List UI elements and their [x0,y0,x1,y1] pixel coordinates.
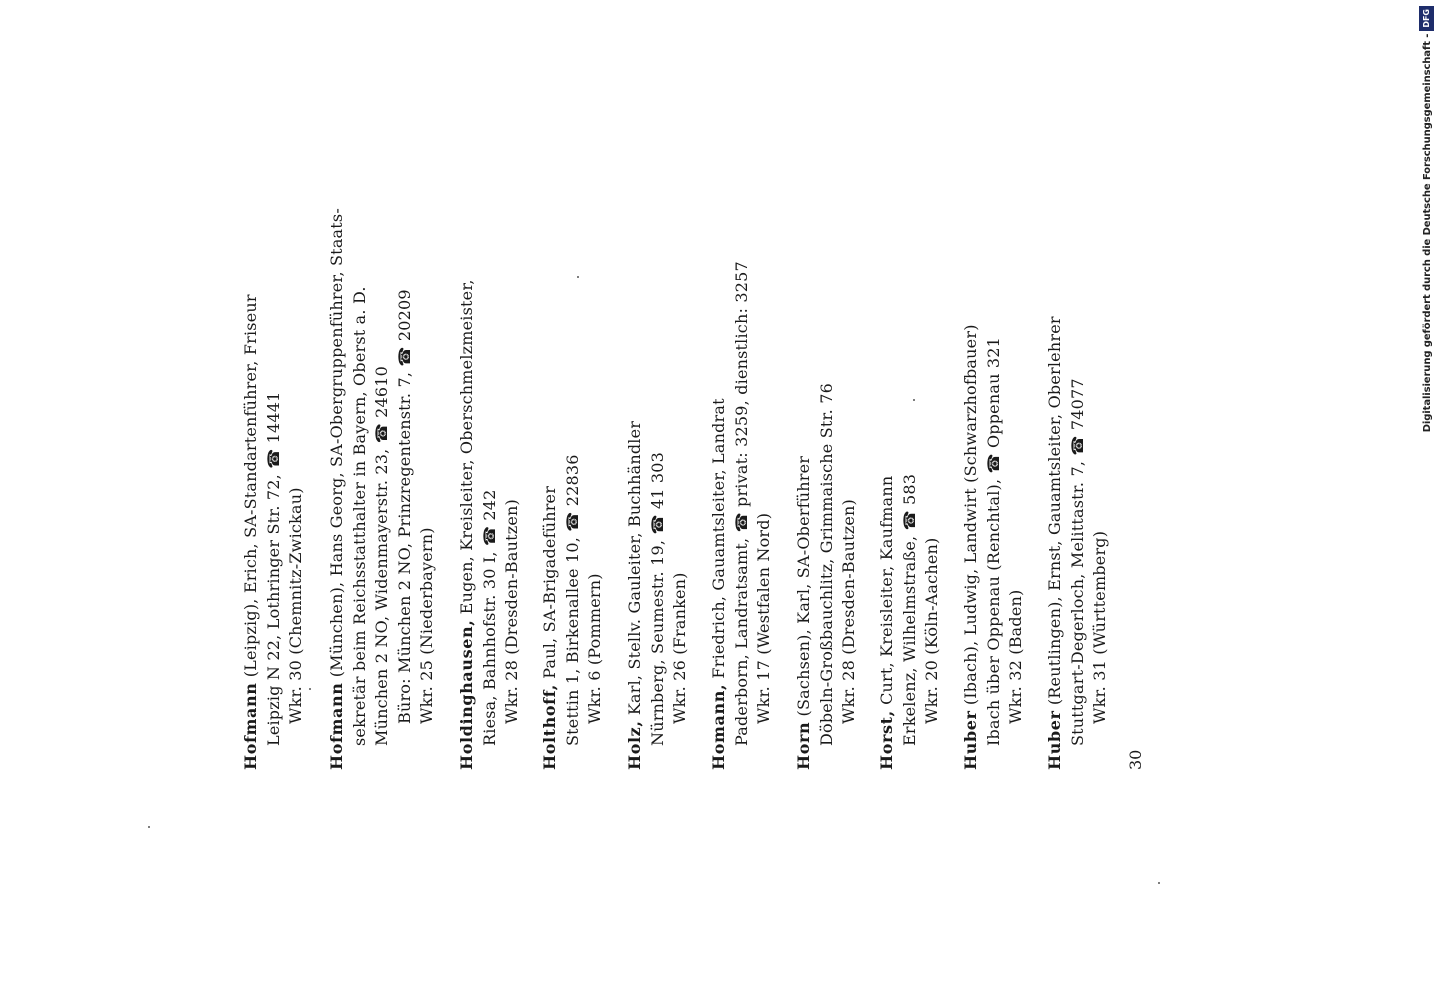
entry-district: Wkr. 28 (Dresden-Bautzen) [502,499,521,724]
entry-district: Wkr. 17 (Westfalen Nord) [754,512,773,724]
entry-text: (Leipzig), Erich, SA-Standartenführer, Friseur [241,294,260,678]
page-number: 30 [1126,749,1145,770]
entry-office-address: Büro: München 2 NO, Prinzregentenstr. 7, ☎ 20209 [394,289,414,724]
entry-name: Horst, [877,710,896,770]
entry-name: Hofmann [327,682,346,770]
entry-first-line [624,421,647,770]
entry-district: Wkr. 6 (Pommern) [585,573,604,724]
directory-entry [793,383,861,770]
entry-text: Paul, SA-Brigadeführer [540,485,559,679]
entry-text: Eugen, Kreisleiter, Oberschmelzmeister, [457,279,476,615]
entry-address: Erkelenz, Wilhelmstraße, ☎ 583 [899,473,919,746]
entry-first-line [708,261,731,770]
entry-name: Holz, [625,720,644,770]
entry-first-line [326,208,349,770]
entry-name: Homann, [709,683,728,770]
entry-district: Wkr. 32 (Baden) [1006,589,1025,724]
entry-name: Holdinghausen, [457,619,476,770]
dfg-logo-icon: DFG [1419,6,1434,31]
entry-text: Karl, Stellv. Gauleiter, Buchhändler [625,420,644,716]
directory-entry [1044,316,1112,770]
entry-first-line [876,474,899,770]
entry-first-line [793,383,816,770]
scan-speck [309,688,311,690]
entry-address: München 2 NO, Widenmayerstr. 23, ☎ 24610 [372,365,391,746]
entry-first-line [240,294,263,770]
directory-entry [876,474,944,770]
entry-address: Nürnberg, Seumestr. 19, ☎ 41 303 [647,451,667,746]
entry-first-line [960,324,983,770]
entry-text: (München), Hans Georg, SA-Obergruppenführer, Staats- [327,208,346,678]
directory-entry [624,421,692,770]
entry-name: Huber [1045,710,1064,770]
entry-name: Holthoff, [540,684,559,770]
entry-address: Stettin 1, Birkenallee 10, ☎ 22836 [562,454,582,746]
rotated-page [240,208,1145,770]
entry-address: Leipzig N 22, Lothringer Str. 72, ☎ 14441 [263,391,283,746]
funding-notice [1418,6,1434,433]
directory-entry [960,324,1028,770]
entry-address: Ibach über Oppenau (Renchtal), ☎ Oppenau 321 [983,337,1003,746]
entry-district: Wkr. 25 (Niederbayern) [417,527,436,724]
entry-name: Horn [794,721,813,770]
directory-entry [456,279,524,770]
entry-text: (Ibach), Ludwig, Landwirt (Schwarzhofbauer) [961,324,980,706]
entry-district: Wkr. 26 (Franken) [670,572,689,724]
scan-speck [913,399,915,401]
funding-notice-text: Digitalisierung gefördert durch die Deutsche Forschungsgemeinschaft - [1421,33,1433,433]
entry-district: Wkr. 30 (Chemnitz-Zwickau) [286,487,305,724]
entry-text: (Reutlingen), Ernst, Gauamtsleiter, Oberlehrer [1045,316,1064,706]
entry-text: Friedrich, Gauamtsleiter, Landrat [709,398,728,679]
directory-entry [326,208,439,770]
entry-address: Stuttgart-Degerloch, Melittastr. 7, ☎ 74077 [1067,378,1087,746]
entry-first-line [456,279,479,770]
entry-first-line [1044,316,1067,770]
entry-name: Huber [961,710,980,770]
entry-name: Hofmann [241,682,260,770]
scan-speck [148,826,150,828]
entry-district: Wkr. 31 (Württemberg) [1090,530,1109,724]
entry-text: Curt, Kreisleiter, Kaufmann [877,475,896,705]
entry-address: Paderborn, Landratsamt, ☎ privat: 3259, dienstlich: 3257 [731,261,751,746]
entry-continuation: sekretär beim Reichsstatthalter in Bayern, Oberst a. D. [349,286,369,746]
entry-address: Döbeln-Großbauchlitz, Grimmaische Str. 76 [816,383,836,746]
directory-entry [708,261,776,770]
directory-entry [240,294,308,770]
scan-speck [577,276,579,278]
entry-first-line [539,454,562,770]
entry-district: Wkr. 20 (Köln-Aachen) [922,537,941,724]
entry-district: Wkr. 28 (Dresden-Bautzen) [839,499,858,724]
scan-speck [1158,882,1160,884]
entry-address: Riesa, Bahnhofstr. 30 I, ☎ 242 [479,489,499,746]
entry-text: (Sachsen), Karl, SA-Oberführer [794,455,813,717]
directory-entry [539,454,607,770]
